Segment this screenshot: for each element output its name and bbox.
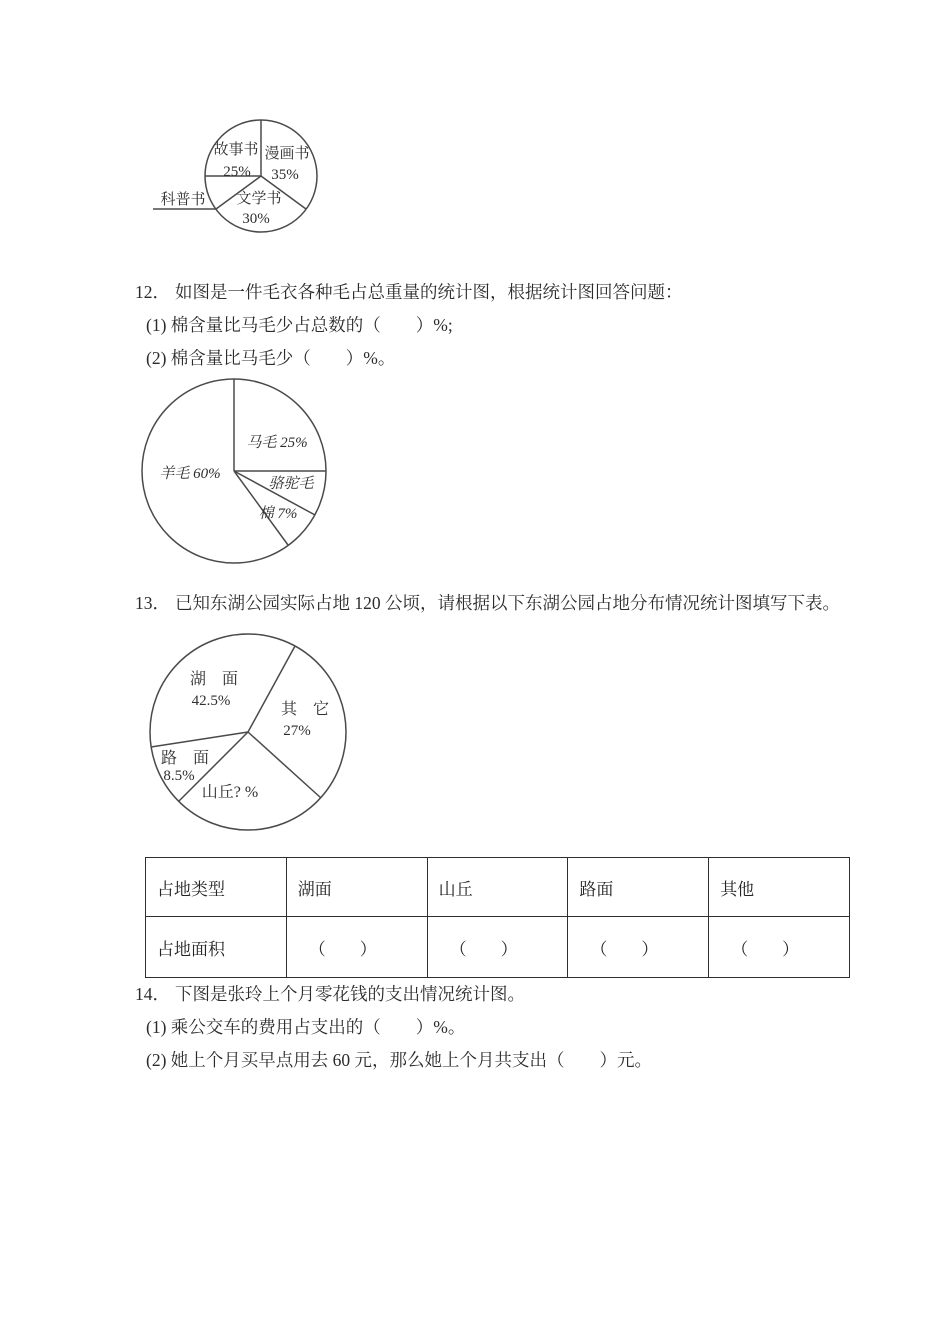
question-14-item-2: (2) 她上个月买早点用去 60 元，那么她上个月共支出（ ）元。 [146, 1050, 653, 1070]
slice-label: 故事书 [213, 142, 259, 158]
pie-chart-books [130, 112, 330, 240]
table-header-cell: 占地类型 [146, 858, 287, 917]
question-text: 已知东湖公园实际占地 120 公顷，请根据以下东湖公园占地分布情况统计图填写下表。 [175, 593, 840, 613]
slice-boundary [151, 732, 248, 747]
slice-pct: 8.5% [163, 768, 195, 784]
question-text: 下图是张玲上个月零花钱的支出情况统计图。 [175, 984, 525, 1004]
slice-pct: 42.5% [191, 693, 231, 709]
table-blank-cell: （ ） [286, 917, 427, 978]
table-row-label: 占地面积 [146, 917, 287, 978]
slice-label-outside: 科普书 [160, 192, 206, 208]
land-use-table [145, 857, 850, 978]
table-blank-cell: （ ） [427, 917, 568, 978]
table-blank-cell: （ ） [709, 917, 850, 978]
pie-chart-sweater-wool [135, 375, 335, 571]
question-14 [135, 983, 525, 1005]
slice-label: 山丘? % [201, 784, 259, 801]
pie-chart-east-lake-park [145, 630, 357, 836]
table-header-row [146, 858, 850, 917]
slice-label: 其 它 [280, 701, 330, 718]
slice-pct: 25% [223, 164, 251, 180]
slice-pct: 30% [242, 211, 270, 227]
question-number: 14． [135, 984, 170, 1004]
table-header-cell: 路面 [568, 858, 709, 917]
slice-label: 马毛 25% [246, 435, 308, 451]
slice-label: 文学书 [236, 191, 282, 207]
table-data-row [146, 917, 850, 978]
question-12-item-1: (1) 棉含量比马毛少占总数的（ ）%; [146, 315, 453, 335]
slice-pct: 35% [271, 167, 299, 183]
slice-label: 漫画书 [264, 146, 310, 162]
table-header-cell: 其他 [709, 858, 850, 917]
slice-label: 棉 7% [258, 506, 298, 522]
question-13 [135, 592, 840, 614]
question-number: 12． [135, 282, 170, 302]
slice-label: 羊毛 60% [159, 466, 221, 482]
slice-label: 湖 面 [189, 671, 239, 688]
question-text: 如图是一件毛衣各种毛占总重量的统计图，根据统计图回答问题： [175, 282, 683, 302]
question-14-item-1: (1) 乘公交车的费用占支出的（ ）%。 [146, 1017, 466, 1037]
slice-boundary [248, 732, 321, 798]
table-blank-cell: （ ） [568, 917, 709, 978]
question-12-item-2: (2) 棉含量比马毛少（ ）%。 [146, 348, 396, 368]
slice-label: 骆驼毛 [268, 476, 314, 492]
question-number: 13． [135, 593, 170, 613]
question-12 [135, 281, 683, 303]
slice-pct: 27% [283, 723, 311, 739]
table-header-cell: 湖面 [286, 858, 427, 917]
slice-boundary [248, 646, 295, 732]
slice-label: 路 面 [160, 750, 210, 767]
table-header-cell: 山丘 [427, 858, 568, 917]
